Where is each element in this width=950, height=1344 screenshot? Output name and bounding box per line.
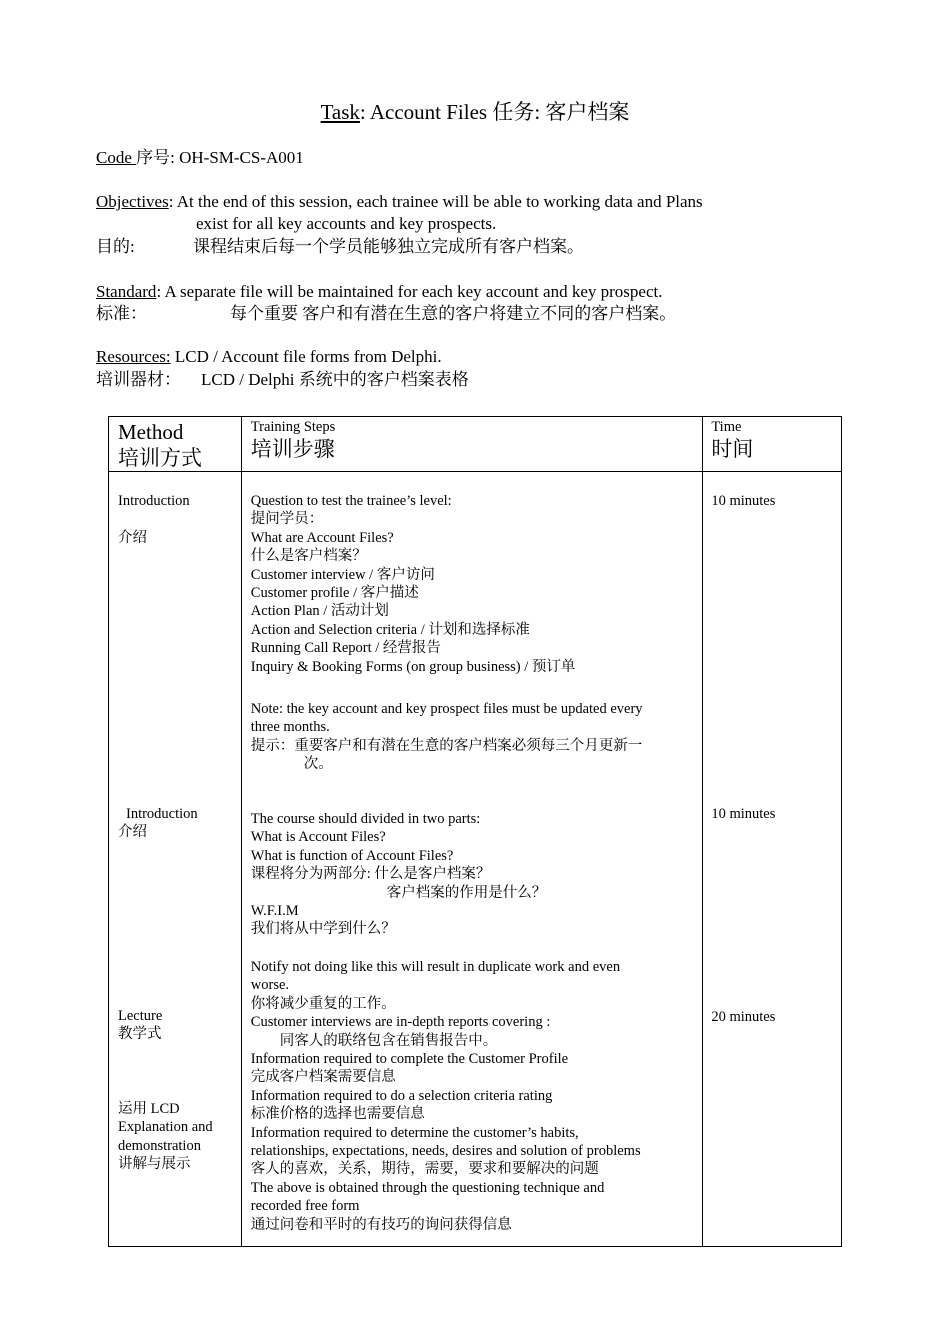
- list-item: Notify not doing like this will result in duplicate work and even: [250, 959, 621, 975]
- standard-cn-text: 每个重要 客户和有潜在生意的客户将建立不同的客户档案。: [230, 304, 677, 323]
- header-time: [703, 417, 842, 472]
- task-text: : Account Files 任务: 客户档案: [359, 100, 630, 124]
- time-cell: [703, 472, 842, 1247]
- table-header-row: [109, 417, 842, 472]
- list-item: The above is obtained through the questioning technique and: [250, 1179, 605, 1196]
- resources-text: LCD / Account file forms from Delphi.: [170, 347, 442, 366]
- list-item: Information required to determine the customer’s habits,: [250, 1124, 579, 1141]
- objectives-label: Objectives: [96, 192, 169, 211]
- list-item: Information required to complete the Customer Profile: [250, 1051, 569, 1068]
- list-item: Action and Selection criteria / 计划和选择标准: [250, 621, 530, 638]
- list-item: three months.: [250, 719, 330, 736]
- list-item: relationships, expectations, needs, desires and solution of problems: [250, 1143, 641, 1160]
- table-body-row: [109, 472, 842, 1247]
- method-lcd-1: 运用 LCD: [118, 1101, 180, 1117]
- list-item: 什么是客户档案？: [250, 548, 367, 565]
- header-steps-en: Training Steps: [250, 419, 336, 435]
- list-item: 客人的喜欢，关系，期待，需要，要求和要解决的问题: [250, 1161, 599, 1178]
- list-item: Inquiry & Booking Forms (on group business) / 预订单: [250, 658, 576, 675]
- list-item: 同客人的联络包含在销售报告中。: [279, 1032, 498, 1049]
- list-item: What is function of Account Files?: [250, 847, 454, 864]
- list-item: worse.: [250, 977, 290, 994]
- method-cell: [109, 472, 242, 1247]
- objectives-line1: [96, 191, 703, 213]
- list-item: 完成客户档案需要信息: [250, 1069, 396, 1086]
- objectives-text1: : At the end of this session, each trainee will be able to working data and Plans: [168, 192, 703, 211]
- method-lecture-cn: 教学式: [118, 1026, 162, 1042]
- list-item: 标准价格的选择也需要信息: [250, 1106, 425, 1123]
- code-line: [96, 147, 304, 169]
- method-lcd-4: 讲解与展示: [118, 1156, 191, 1172]
- training-table: [108, 416, 842, 1247]
- list-item: What is Account Files?: [250, 829, 386, 846]
- code-label: Code: [96, 148, 137, 167]
- steps-note: [251, 700, 643, 774]
- header-steps: [241, 417, 703, 472]
- method-lecture-en: Lecture: [118, 1008, 163, 1024]
- header-method-en: Method: [118, 420, 184, 444]
- list-item: 提问学员：: [250, 511, 324, 528]
- list-item: Action Plan / 活动计划: [250, 603, 389, 620]
- standard-cn-label: 标准：: [96, 304, 147, 323]
- method-intro1-cn: 介绍: [118, 530, 147, 546]
- objectives-cn-label: 目的:: [96, 237, 135, 256]
- list-item: recorded free form: [250, 1198, 360, 1215]
- steps-block3: [251, 958, 641, 1234]
- method-intro2-cn: 介绍: [118, 824, 147, 840]
- list-item: Note: the key account and key prospect files must be updated every: [250, 701, 643, 717]
- resources-cn-text: LCD / Delphi 系统中的客户档案表格: [201, 370, 469, 389]
- list-item: W.F.I.M: [250, 903, 299, 920]
- list-item: 我们将从中学到什么？: [250, 921, 396, 938]
- list-item: Question to test the trainee’s level:: [250, 493, 452, 509]
- list-item: Running Call Report / 经营报告: [250, 640, 441, 657]
- header-steps-cn: 培训步骤: [250, 437, 335, 461]
- list-item: The course should divided in two parts:: [250, 811, 481, 827]
- header-time-cn: 时间: [711, 437, 754, 461]
- list-item: Customer interview / 客户访问: [250, 566, 435, 583]
- method-lcd-3: demonstration: [118, 1138, 201, 1154]
- method-intro2-en: Introduction: [126, 806, 198, 822]
- steps-block2: [251, 810, 547, 939]
- steps-block1: [251, 492, 576, 676]
- standard-text: : A separate file will be maintained for each key account and key prospect.: [156, 282, 663, 301]
- objectives-cn-text: 课程结束后每一个学员能够独立完成所有客户档案。: [193, 237, 584, 256]
- list-item: 通过问卷和平时的有技巧的询问获得信息: [250, 1216, 512, 1233]
- time-1: 10 minutes: [711, 493, 776, 509]
- list-item: What are Account Files?: [250, 529, 394, 546]
- list-item: 你将减少重复的工作。: [250, 995, 396, 1012]
- header-time-en: Time: [711, 419, 742, 435]
- time-2: 10 minutes: [711, 806, 776, 822]
- header-method: [109, 417, 242, 472]
- objectives-line2: exist for all key accounts and key prospects.: [196, 214, 497, 233]
- method-lcd-2: Explanation and: [118, 1119, 213, 1135]
- list-item: 次。: [303, 756, 333, 773]
- resources-cn-label: 培训器材：: [96, 370, 181, 389]
- standard-line: [96, 281, 662, 303]
- list-item: Customer profile / 客户描述: [250, 585, 419, 602]
- task-label: Task: [320, 100, 360, 124]
- header-method-cn: 培训方式: [118, 446, 202, 470]
- page-title: [0, 96, 950, 126]
- list-item: 课程将分为两部分: 什么是客户档案？: [250, 866, 491, 883]
- resources-line: [96, 346, 442, 368]
- standard-label: Standard: [96, 282, 157, 301]
- list-item: 客户档案的作用是什么？: [386, 884, 547, 901]
- time-3: 20 minutes: [711, 1009, 776, 1025]
- list-item: Customer interviews are in-depth reports covering :: [250, 1014, 551, 1031]
- list-item: 提示：重要客户和有潜在生意的客户档案必须每三个月更新一: [250, 737, 643, 754]
- code-text: 序号: OH-SM-CS-A001: [136, 148, 304, 167]
- list-item: Information required to do a selection criteria rating: [250, 1087, 553, 1104]
- method-intro1-en: Introduction: [118, 493, 190, 509]
- steps-cell: [241, 472, 703, 1247]
- resources-label: Resources:: [96, 347, 171, 366]
